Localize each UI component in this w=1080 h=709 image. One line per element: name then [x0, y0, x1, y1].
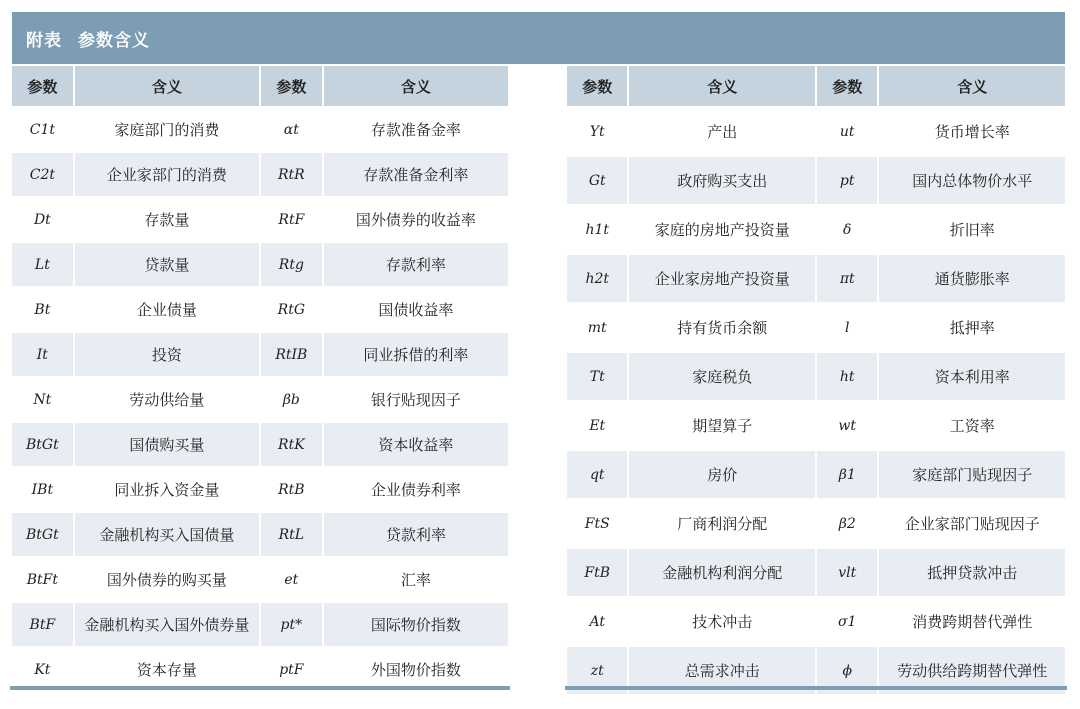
meaning-cell: 国外债券的收益率	[355, 211, 476, 229]
symbol-cell: FtB	[567, 549, 627, 596]
table-row	[12, 468, 508, 511]
meaning-cell: 企业家房地产投资量	[629, 255, 815, 302]
table-row	[12, 378, 508, 421]
header-meaning: 含义	[75, 66, 259, 106]
symbol-cell: Dt	[33, 211, 51, 228]
meaning-cell: 家庭税负	[629, 353, 815, 400]
table-row	[12, 423, 508, 466]
meaning-cell: 厂商利润分配	[677, 515, 768, 533]
left-table-bottom-rule	[10, 686, 510, 690]
symbol-cell: Kt	[34, 661, 51, 678]
symbol-cell: Rtg	[261, 243, 322, 286]
meaning-cell: 国外债券的购买量	[106, 571, 227, 589]
table-row	[567, 157, 1065, 204]
right-parameter-table	[565, 64, 1067, 696]
meaning-cell: 国债收益率	[378, 301, 454, 319]
table-row	[12, 243, 508, 286]
meaning-cell: 政府购买支出	[629, 157, 815, 204]
title-label: 附表	[26, 30, 62, 51]
meaning-cell: 产出	[707, 123, 738, 141]
meaning-cell: 家庭部门的消费	[114, 121, 220, 139]
header-meaning: 含义	[879, 66, 1065, 106]
table-row	[12, 333, 508, 376]
symbol-cell: Gt	[567, 157, 627, 204]
table-row	[567, 255, 1065, 302]
meaning-cell: 贷款量	[75, 243, 259, 286]
meaning-cell: 资本利用率	[879, 353, 1065, 400]
header-param: 参数	[817, 66, 877, 106]
meaning-cell: 存款准备金率	[370, 121, 461, 139]
meaning-cell: 持有货币余额	[677, 319, 768, 337]
meaning-cell: 消费跨期替代弹性	[912, 613, 1033, 631]
symbol-cell: C1t	[29, 121, 55, 138]
header-meaning: 含义	[324, 66, 508, 106]
meaning-cell: 金融机构买入国债量	[75, 513, 259, 556]
symbol-cell: RtR	[261, 153, 322, 196]
table-row	[567, 304, 1065, 351]
meaning-cell: 存款准备金利率	[324, 153, 508, 196]
symbol-cell: ϕ	[817, 647, 877, 694]
symbol-cell: IBt	[31, 481, 54, 498]
meaning-cell: 贷款利率	[324, 513, 508, 556]
symbol-cell: Tt	[567, 353, 627, 400]
symbol-cell: Nt	[33, 391, 52, 408]
symbol-cell: ptF	[279, 661, 304, 678]
symbol-cell: wt	[838, 417, 857, 434]
right-table-bottom-rule	[565, 686, 1067, 690]
right-header-row	[567, 66, 1065, 106]
symbol-cell: h1t	[585, 221, 610, 238]
symbol-cell: BtGt	[12, 423, 73, 466]
meaning-cell: 总需求冲击	[629, 647, 815, 694]
meaning-cell: 资本收益率	[324, 423, 508, 466]
symbol-cell: h2t	[567, 255, 627, 302]
title-text: 参数含义	[78, 30, 150, 51]
meaning-cell: 家庭部门贴现因子	[879, 451, 1065, 498]
symbol-cell: pt*	[261, 603, 322, 646]
meaning-cell: 金融机构利润分配	[629, 549, 815, 596]
table-row	[12, 288, 508, 331]
symbol-cell: RtB	[278, 481, 305, 498]
meaning-cell: 房价	[629, 451, 815, 498]
header-meaning: 含义	[629, 66, 815, 106]
meaning-cell: 技术冲击	[692, 613, 753, 631]
meaning-cell: 劳动供给量	[129, 391, 205, 409]
symbol-cell: l	[844, 319, 850, 336]
meaning-cell: 劳动供给跨期替代弹性	[879, 647, 1065, 694]
table-row	[567, 206, 1065, 253]
meaning-cell: 企业家部门贴现因子	[904, 515, 1040, 533]
page-title-bar	[12, 12, 1065, 64]
meaning-cell: 资本存量	[136, 661, 197, 679]
meaning-cell: 同业拆借的利率	[324, 333, 508, 376]
symbol-cell: pt	[817, 157, 877, 204]
table-row	[12, 198, 508, 241]
symbol-cell: It	[12, 333, 73, 376]
symbol-cell: β1	[817, 451, 877, 498]
meaning-cell: 企业债量	[136, 301, 197, 319]
symbol-cell: RtIB	[261, 333, 322, 376]
symbol-cell: ut	[839, 123, 855, 140]
meaning-cell: 存款量	[144, 211, 190, 229]
table-row	[12, 648, 508, 691]
meaning-cell: 家庭的房地产投资量	[654, 221, 790, 239]
meaning-cell: 金融机构买入国外债券量	[75, 603, 259, 646]
symbol-cell: mt	[587, 319, 607, 336]
meaning-cell: 存款利率	[324, 243, 508, 286]
table-row	[567, 500, 1065, 547]
symbol-cell: πt	[817, 255, 877, 302]
meaning-cell: 期望算子	[692, 417, 753, 435]
symbol-cell: BtGt	[12, 513, 73, 556]
symbol-cell: C2t	[12, 153, 73, 196]
meaning-cell: 货币增长率	[934, 123, 1010, 141]
meaning-cell: 折旧率	[949, 221, 995, 239]
meaning-cell: 国内总体物价水平	[879, 157, 1065, 204]
table-row	[12, 108, 508, 151]
symbol-cell: BtF	[12, 603, 73, 646]
meaning-cell: 企业家部门的消费	[75, 153, 259, 196]
header-param: 参数	[261, 66, 322, 106]
symbol-cell: Bt	[34, 301, 51, 318]
meaning-cell: 企业债券利率	[370, 481, 461, 499]
symbol-cell: β2	[838, 515, 856, 532]
meaning-cell: 汇率	[400, 571, 431, 589]
table-row	[12, 513, 508, 556]
symbol-cell: RtL	[261, 513, 322, 556]
symbol-cell: δ	[843, 221, 852, 238]
symbol-cell: et	[284, 571, 299, 588]
table-row	[12, 558, 508, 601]
symbol-cell: RtK	[261, 423, 322, 466]
symbol-cell: FtS	[584, 515, 610, 532]
symbol-cell: ht	[817, 353, 877, 400]
meaning-cell: 工资率	[949, 417, 995, 435]
table-row	[567, 353, 1065, 400]
meaning-cell: 通货膨胀率	[879, 255, 1065, 302]
header-param: 参数	[567, 66, 627, 106]
meaning-cell: 银行贴现因子	[370, 391, 461, 409]
symbol-cell: αt	[283, 121, 299, 138]
symbol-cell: RtG	[277, 301, 306, 318]
symbol-cell: βb	[282, 391, 300, 408]
meaning-cell: 国际物价指数	[324, 603, 508, 646]
meaning-cell: 抵押率	[949, 319, 995, 337]
meaning-cell: 同业拆入资金量	[114, 481, 220, 499]
header-param: 参数	[12, 66, 73, 106]
meaning-cell: 投资	[75, 333, 259, 376]
table-row	[12, 603, 508, 646]
symbol-cell: zt	[567, 647, 627, 694]
symbol-cell: RtF	[278, 211, 305, 228]
symbol-cell: At	[589, 613, 605, 630]
table-row	[567, 451, 1065, 498]
left-parameter-table	[10, 64, 510, 693]
left-header-row	[12, 66, 508, 106]
table-row	[567, 402, 1065, 449]
symbol-cell: Yt	[589, 123, 605, 140]
symbol-cell: vlt	[817, 549, 877, 596]
table-row	[567, 108, 1065, 155]
meaning-cell: 国债购买量	[75, 423, 259, 466]
meaning-cell: 外国物价指数	[370, 661, 461, 679]
symbol-cell: Et	[589, 417, 606, 434]
table-row	[567, 598, 1065, 645]
table-row	[567, 549, 1065, 596]
symbol-cell: Lt	[12, 243, 73, 286]
symbol-cell: BtFt	[26, 571, 58, 588]
symbol-cell: qt	[567, 451, 627, 498]
meaning-cell: 抵押贷款冲击	[879, 549, 1065, 596]
symbol-cell: σ1	[837, 613, 857, 630]
table-row	[12, 153, 508, 196]
